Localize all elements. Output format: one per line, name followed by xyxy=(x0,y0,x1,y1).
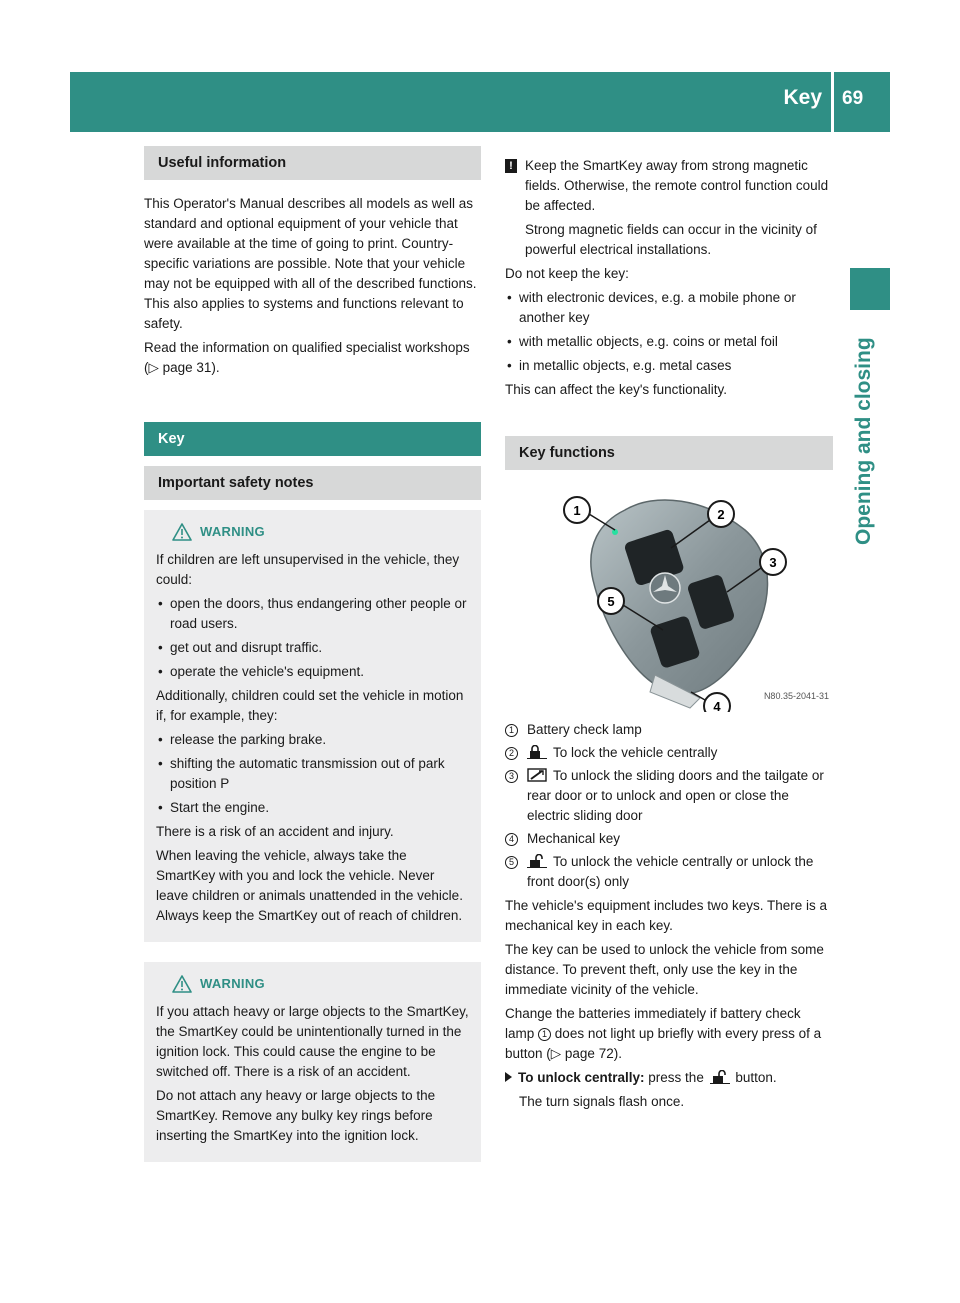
legend-number: 3 xyxy=(505,770,518,783)
legend-text: To unlock the vehicle centrally or unlock the front door(s) only xyxy=(527,854,814,889)
callout-1: 1 xyxy=(573,503,581,518)
legend-item xyxy=(505,743,833,763)
notice-icon: ! xyxy=(505,159,517,173)
list-item: • open the doors, thus endangering other people or road users. xyxy=(156,594,469,634)
legend-item xyxy=(505,829,833,849)
smartkey-figure xyxy=(505,480,833,712)
legend-number: 1 xyxy=(538,1028,551,1041)
step-label: To unlock centrally: xyxy=(518,1070,645,1085)
warning-triangle-icon xyxy=(172,523,192,541)
notice-text: Keep the SmartKey away from strong magnetic fields. Otherwise, the remote control function could be affected. xyxy=(525,158,829,213)
keep-outro: This can affect the key's functionality. xyxy=(505,382,727,397)
right-column xyxy=(505,146,833,1116)
step-arrow-icon xyxy=(505,1072,512,1082)
legend-text: Battery check lamp xyxy=(527,722,642,737)
left-column xyxy=(144,146,481,1162)
warning-heading xyxy=(172,974,469,994)
legend-item xyxy=(505,766,833,826)
battery-paragraph: Change the batteries immediately if battery check lamp 1 does not light up briefly with every press of a button (▷ page 72). xyxy=(505,1006,822,1061)
useful-info-workshops: Read the information on qualified specialist workshops (▷ page 31). xyxy=(144,340,470,375)
legend-number: 1 xyxy=(505,724,518,737)
warning-label: WARNING xyxy=(200,524,265,539)
legend-list xyxy=(505,720,833,892)
key-section-title: Key xyxy=(144,422,481,456)
chapter-title: Opening and closing xyxy=(852,337,875,545)
figure-code: N80.35-2041-31 xyxy=(763,691,829,701)
sliding-door-button-icon xyxy=(527,768,547,782)
legend-number: 2 xyxy=(505,747,518,760)
list-item: • in metallic objects, e.g. metal cases xyxy=(505,356,833,376)
unlock-step: To unlock centrally: press the button. xyxy=(505,1068,833,1088)
callout-4: 4 xyxy=(713,699,721,712)
legend-item xyxy=(505,720,833,740)
smartkey-illustration xyxy=(505,480,833,712)
legend-item xyxy=(505,852,833,892)
notice-text: Strong magnetic fields can occur in the vicinity of powerful electrical installations. xyxy=(525,222,817,257)
two-keys-paragraph: The vehicle's equipment includes two keys. There is a mechanical key in each key. xyxy=(505,898,827,933)
warning-text: There is a risk of an accident and injury. xyxy=(156,824,394,839)
list-item: • release the parking brake. xyxy=(156,730,469,750)
warning-bullet-list xyxy=(156,594,469,682)
warning-text: Additionally, children could set the vehicle in motion if, for example, they: xyxy=(156,688,464,723)
step-result: The turn signals flash once. xyxy=(519,1094,685,1109)
legend-text: Mechanical key xyxy=(527,831,621,846)
lock-button-icon xyxy=(527,745,547,759)
distance-paragraph: The key can be used to unlock the vehicle from some distance. To prevent theft, only use the key in the immediate vicinity of the vehicle. xyxy=(505,942,824,997)
useful-info-title: Useful information xyxy=(144,146,481,180)
notice-block xyxy=(505,156,833,264)
warning-text: If you attach heavy or large objects to the SmartKey, the SmartKey could be unintentionally turned in the ignition lock. This could cause the engine to be switched off. There is a risk of an accident. xyxy=(156,1004,469,1079)
warning-bullet-list xyxy=(156,730,469,818)
list-item: • Start the engine. xyxy=(156,798,469,818)
warning-panel-heavy-objects xyxy=(144,962,481,1162)
warning-panel-children xyxy=(144,510,481,942)
callout-3: 3 xyxy=(769,555,777,570)
header-section-title: Key xyxy=(783,86,822,109)
legend-number: 5 xyxy=(505,856,518,869)
useful-info-paragraph: This Operator's Manual describes all models as well as standard and optional equipment of your vehicle that were available at the time of going to print. Country-specific variations are possible. Note that your vehicle may not be equipped with all of the described functions. This also applies to systems and functions relevant to safety. xyxy=(144,196,477,331)
list-item: • shifting the automatic transmission out of park position P xyxy=(156,754,469,794)
warning-label: WARNING xyxy=(200,976,265,991)
unlock-button-icon xyxy=(527,854,547,868)
list-item: • operate the vehicle's equipment. xyxy=(156,662,469,682)
warning-text: When leaving the vehicle, always take the SmartKey with you and lock the vehicle. Never leave children or animals unattended in the vehicle. Always keep the SmartKey out of reach of children. xyxy=(156,848,463,923)
callout-2: 2 xyxy=(717,507,725,522)
list-item: • get out and disrupt traffic. xyxy=(156,638,469,658)
list-item: • with electronic devices, e.g. a mobile phone or another key xyxy=(505,288,833,328)
legend-text: To lock the vehicle centrally xyxy=(553,745,718,760)
keep-bullet-list xyxy=(505,288,833,376)
legend-number: 4 xyxy=(505,833,518,846)
page-number: 69 xyxy=(842,88,864,109)
warning-heading xyxy=(172,522,469,542)
callout-5: 5 xyxy=(607,594,615,609)
key-functions-title: Key functions xyxy=(505,436,833,470)
safety-notes-title: Important safety notes xyxy=(144,466,481,500)
keep-intro: Do not keep the key: xyxy=(505,266,629,281)
warning-text: If children are left unsupervised in the vehicle, they could: xyxy=(156,552,460,587)
list-item: • with metallic objects, e.g. coins or metal foil xyxy=(505,332,833,352)
warning-triangle-icon xyxy=(172,975,192,993)
legend-text: To unlock the sliding doors and the tailgate or rear door or to unlock and open or close the electric sliding door xyxy=(527,768,824,823)
warning-text: Do not attach any heavy or large objects to the SmartKey. Remove any bulky key rings before inserting the SmartKey into the ignition lock. xyxy=(156,1088,436,1143)
header-separator xyxy=(831,72,834,132)
unlock-button-icon xyxy=(710,1070,730,1084)
